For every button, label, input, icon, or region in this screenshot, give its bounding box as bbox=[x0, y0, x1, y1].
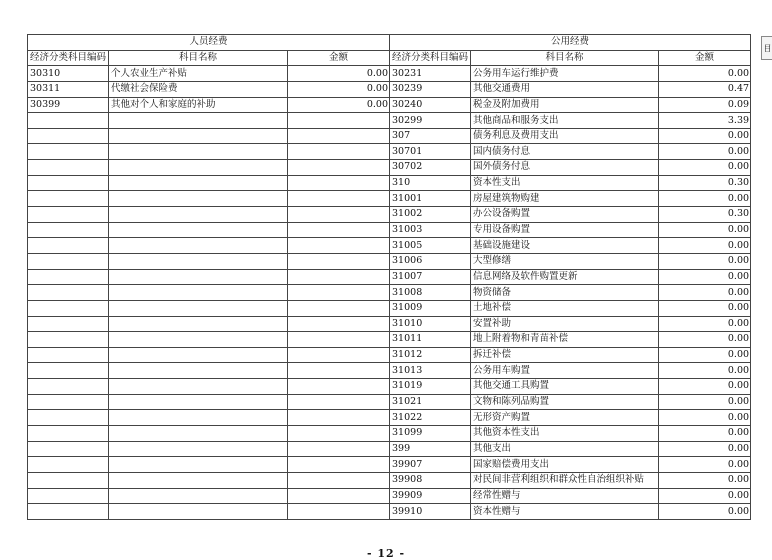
public-code-cell: 31013 bbox=[390, 363, 471, 379]
table-row bbox=[28, 253, 751, 269]
personnel-amount-cell bbox=[288, 426, 390, 442]
personnel-code-cell bbox=[28, 113, 109, 129]
personnel-amount-cell bbox=[288, 316, 390, 332]
public-name-cell: 土地补偿 bbox=[471, 300, 659, 316]
public-amount-cell: 0.00 bbox=[659, 488, 751, 504]
public-code-cell: 31022 bbox=[390, 410, 471, 426]
expense-table bbox=[27, 34, 751, 520]
personnel-code-cell bbox=[28, 347, 109, 363]
table-row bbox=[28, 81, 751, 97]
personnel-code-cell bbox=[28, 379, 109, 395]
public-name-cell: 债务利息及费用支出 bbox=[471, 128, 659, 144]
personnel-name-cell bbox=[109, 472, 288, 488]
table-row bbox=[28, 410, 751, 426]
personnel-name-cell bbox=[109, 457, 288, 473]
personnel-code-cell bbox=[28, 160, 109, 176]
personnel-code-cell bbox=[28, 441, 109, 457]
personnel-name-cell bbox=[109, 253, 288, 269]
personnel-name-cell bbox=[109, 488, 288, 504]
personnel-code-cell bbox=[28, 175, 109, 191]
column-header-row bbox=[28, 50, 751, 66]
public-amount-cell: 0.00 bbox=[659, 160, 751, 176]
public-name-cell: 其他交通费用 bbox=[471, 81, 659, 97]
public-code-cell: 399 bbox=[390, 441, 471, 457]
table-row bbox=[28, 332, 751, 348]
personnel-amount-cell bbox=[288, 285, 390, 301]
personnel-name-cell bbox=[109, 113, 288, 129]
public-name-cell: 对民间非营利组织和群众性自治组织补贴 bbox=[471, 472, 659, 488]
table-row bbox=[28, 113, 751, 129]
public-name-cell: 物资储备 bbox=[471, 285, 659, 301]
personnel-code-cell bbox=[28, 253, 109, 269]
public-code-cell: 31012 bbox=[390, 347, 471, 363]
table-row bbox=[28, 207, 751, 223]
public-code-cell: 31021 bbox=[390, 394, 471, 410]
table-row bbox=[28, 238, 751, 254]
table-row bbox=[28, 441, 751, 457]
personnel-code-cell bbox=[28, 426, 109, 442]
public-code-cell: 39907 bbox=[390, 457, 471, 473]
public-code-cell: 30701 bbox=[390, 144, 471, 160]
section-header-row bbox=[28, 35, 751, 51]
side-tab-marker[interactable]: 目 bbox=[761, 36, 772, 60]
table-row bbox=[28, 66, 751, 82]
public-name-cell: 资本性支出 bbox=[471, 175, 659, 191]
public-code-cell: 31005 bbox=[390, 238, 471, 254]
personnel-name-cell bbox=[109, 426, 288, 442]
personnel-code-cell bbox=[28, 457, 109, 473]
personnel-name-cell bbox=[109, 144, 288, 160]
public-code-cell: 30239 bbox=[390, 81, 471, 97]
public-code-cell: 31099 bbox=[390, 426, 471, 442]
table-row bbox=[28, 128, 751, 144]
personnel-amount-cell: 0.00 bbox=[288, 66, 390, 82]
public-amount-cell: 0.00 bbox=[659, 379, 751, 395]
personnel-name-cell: 代缴社会保险费 bbox=[109, 81, 288, 97]
public-name-cell: 安置补助 bbox=[471, 316, 659, 332]
table-row bbox=[28, 504, 751, 520]
public-name-cell: 专用设备购置 bbox=[471, 222, 659, 238]
public-code-cell: 31009 bbox=[390, 300, 471, 316]
personnel-amount-cell bbox=[288, 144, 390, 160]
public-code-cell: 307 bbox=[390, 128, 471, 144]
personnel-name-cell bbox=[109, 394, 288, 410]
public-name-cell: 基础设施建设 bbox=[471, 238, 659, 254]
personnel-amount-cell bbox=[288, 207, 390, 223]
table-row bbox=[28, 347, 751, 363]
personnel-amount-cell bbox=[288, 410, 390, 426]
personnel-name-cell bbox=[109, 441, 288, 457]
personnel-name-cell bbox=[109, 363, 288, 379]
personnel-code-cell bbox=[28, 207, 109, 223]
personnel-amount-header: 金额 bbox=[288, 50, 390, 66]
public-amount-cell: 0.00 bbox=[659, 253, 751, 269]
public-code-cell: 30231 bbox=[390, 66, 471, 82]
personnel-amount-cell bbox=[288, 332, 390, 348]
table-row bbox=[28, 379, 751, 395]
public-amount-cell: 0.00 bbox=[659, 363, 751, 379]
public-amount-cell: 0.00 bbox=[659, 191, 751, 207]
public-code-cell: 31006 bbox=[390, 253, 471, 269]
public-amount-cell: 0.00 bbox=[659, 128, 751, 144]
public-code-cell: 31002 bbox=[390, 207, 471, 223]
public-code-cell: 31008 bbox=[390, 285, 471, 301]
public-name-cell: 公务用车购置 bbox=[471, 363, 659, 379]
personnel-name-cell: 其他对个人和家庭的补助 bbox=[109, 97, 288, 113]
public-name-cell: 税金及附加费用 bbox=[471, 97, 659, 113]
public-code-cell: 31003 bbox=[390, 222, 471, 238]
personnel-amount-cell bbox=[288, 128, 390, 144]
table-row bbox=[28, 175, 751, 191]
table-row bbox=[28, 300, 751, 316]
personnel-amount-cell bbox=[288, 379, 390, 395]
table-row bbox=[28, 472, 751, 488]
personnel-code-cell bbox=[28, 238, 109, 254]
public-amount-cell: 3.39 bbox=[659, 113, 751, 129]
public-code-cell: 30240 bbox=[390, 97, 471, 113]
personnel-code-cell bbox=[28, 363, 109, 379]
public-amount-cell: 0.00 bbox=[659, 222, 751, 238]
public-amount-cell: 0.00 bbox=[659, 347, 751, 363]
personnel-name-cell bbox=[109, 300, 288, 316]
personnel-amount-cell: 0.00 bbox=[288, 97, 390, 113]
personnel-code-cell bbox=[28, 410, 109, 426]
public-code-cell: 39909 bbox=[390, 488, 471, 504]
personnel-name-cell bbox=[109, 207, 288, 223]
public-amount-cell: 0.00 bbox=[659, 410, 751, 426]
personnel-amount-cell bbox=[288, 488, 390, 504]
public-name-cell: 经常性赠与 bbox=[471, 488, 659, 504]
personnel-name-cell bbox=[109, 191, 288, 207]
personnel-amount-cell bbox=[288, 175, 390, 191]
public-code-cell: 39908 bbox=[390, 472, 471, 488]
public-amount-header: 金额 bbox=[659, 50, 751, 66]
personnel-amount-cell bbox=[288, 472, 390, 488]
personnel-code-cell bbox=[28, 222, 109, 238]
personnel-amount-cell bbox=[288, 347, 390, 363]
personnel-code-cell bbox=[28, 394, 109, 410]
personnel-amount-cell bbox=[288, 253, 390, 269]
public-name-cell: 信息网络及软件购置更新 bbox=[471, 269, 659, 285]
public-amount-cell: 0.00 bbox=[659, 504, 751, 520]
personnel-amount-cell bbox=[288, 457, 390, 473]
personnel-name-cell bbox=[109, 269, 288, 285]
personnel-code-cell: 30399 bbox=[28, 97, 109, 113]
public-name-cell: 资本性赠与 bbox=[471, 504, 659, 520]
public-amount-cell: 0.00 bbox=[659, 144, 751, 160]
personnel-name-cell bbox=[109, 410, 288, 426]
public-name-cell: 办公设备购置 bbox=[471, 207, 659, 223]
personnel-amount-cell bbox=[288, 191, 390, 207]
public-code-header: 经济分类科目编码 bbox=[390, 50, 471, 66]
table-row bbox=[28, 285, 751, 301]
public-amount-cell: 0.30 bbox=[659, 175, 751, 191]
personnel-code-cell bbox=[28, 316, 109, 332]
personnel-name-cell bbox=[109, 160, 288, 176]
public-code-cell: 31001 bbox=[390, 191, 471, 207]
public-code-cell: 31007 bbox=[390, 269, 471, 285]
personnel-code-header: 经济分类科目编码 bbox=[28, 50, 109, 66]
table-row bbox=[28, 457, 751, 473]
personnel-amount-cell bbox=[288, 160, 390, 176]
public-name-cell: 房屋建筑物购建 bbox=[471, 191, 659, 207]
public-name-cell: 公务用车运行维护费 bbox=[471, 66, 659, 82]
public-amount-cell: 0.30 bbox=[659, 207, 751, 223]
personnel-name-cell bbox=[109, 332, 288, 348]
public-name-cell: 国内债务付息 bbox=[471, 144, 659, 160]
public-amount-cell: 0.00 bbox=[659, 441, 751, 457]
table-row bbox=[28, 488, 751, 504]
personnel-name-cell: 个人农业生产补贴 bbox=[109, 66, 288, 82]
personnel-name-cell bbox=[109, 347, 288, 363]
personnel-code-cell bbox=[28, 144, 109, 160]
table-row bbox=[28, 97, 751, 113]
personnel-code-cell bbox=[28, 269, 109, 285]
personnel-name-cell bbox=[109, 316, 288, 332]
public-amount-cell: 0.00 bbox=[659, 269, 751, 285]
personnel-amount-cell bbox=[288, 113, 390, 129]
personnel-amount-cell bbox=[288, 222, 390, 238]
personnel-name-cell bbox=[109, 285, 288, 301]
personnel-amount-cell bbox=[288, 238, 390, 254]
personnel-code-cell bbox=[28, 128, 109, 144]
public-amount-cell: 0.00 bbox=[659, 238, 751, 254]
personnel-code-cell bbox=[28, 504, 109, 520]
public-code-cell: 31019 bbox=[390, 379, 471, 395]
personnel-code-cell bbox=[28, 300, 109, 316]
personnel-name-cell bbox=[109, 238, 288, 254]
public-name-cell: 大型修缮 bbox=[471, 253, 659, 269]
table-row bbox=[28, 426, 751, 442]
table-row bbox=[28, 269, 751, 285]
public-amount-cell: 0.00 bbox=[659, 394, 751, 410]
page-number: - 12 - bbox=[366, 547, 406, 560]
public-name-cell: 地上附着物和青苗补偿 bbox=[471, 332, 659, 348]
personnel-code-cell: 30310 bbox=[28, 66, 109, 82]
table-row bbox=[28, 363, 751, 379]
personnel-name-cell bbox=[109, 222, 288, 238]
personnel-code-cell bbox=[28, 191, 109, 207]
public-amount-cell: 0.00 bbox=[659, 285, 751, 301]
public-name-cell: 国外债务付息 bbox=[471, 160, 659, 176]
public-amount-cell: 0.00 bbox=[659, 457, 751, 473]
public-name-cell: 文物和陈列品购置 bbox=[471, 394, 659, 410]
public-name-cell: 国家赔偿费用支出 bbox=[471, 457, 659, 473]
public-code-cell: 310 bbox=[390, 175, 471, 191]
public-amount-cell: 0.00 bbox=[659, 332, 751, 348]
public-code-cell: 30299 bbox=[390, 113, 471, 129]
personnel-section-title: 人员经费 bbox=[28, 35, 390, 51]
personnel-amount-cell bbox=[288, 363, 390, 379]
public-amount-cell: 0.00 bbox=[659, 316, 751, 332]
public-name-cell: 其他资本性支出 bbox=[471, 426, 659, 442]
public-code-cell: 30702 bbox=[390, 160, 471, 176]
public-section-title: 公用经费 bbox=[390, 35, 751, 51]
public-name-cell: 其他交通工具购置 bbox=[471, 379, 659, 395]
personnel-amount-cell bbox=[288, 300, 390, 316]
public-name-header: 科目名称 bbox=[471, 50, 659, 66]
table-row bbox=[28, 394, 751, 410]
personnel-name-header: 科目名称 bbox=[109, 50, 288, 66]
public-amount-cell: 0.09 bbox=[659, 97, 751, 113]
personnel-amount-cell bbox=[288, 504, 390, 520]
table-row bbox=[28, 191, 751, 207]
personnel-amount-cell bbox=[288, 269, 390, 285]
public-name-cell: 其他商品和服务支出 bbox=[471, 113, 659, 129]
personnel-code-cell bbox=[28, 488, 109, 504]
public-amount-cell: 0.00 bbox=[659, 472, 751, 488]
personnel-amount-cell bbox=[288, 441, 390, 457]
public-name-cell: 拆迁补偿 bbox=[471, 347, 659, 363]
personnel-name-cell bbox=[109, 504, 288, 520]
public-amount-cell: 0.47 bbox=[659, 81, 751, 97]
table-row bbox=[28, 222, 751, 238]
personnel-code-cell bbox=[28, 332, 109, 348]
public-name-cell: 无形资产购置 bbox=[471, 410, 659, 426]
personnel-code-cell bbox=[28, 285, 109, 301]
table-row bbox=[28, 160, 751, 176]
public-code-cell: 31010 bbox=[390, 316, 471, 332]
public-amount-cell: 0.00 bbox=[659, 300, 751, 316]
personnel-name-cell bbox=[109, 128, 288, 144]
table-row bbox=[28, 316, 751, 332]
public-code-cell: 31011 bbox=[390, 332, 471, 348]
personnel-code-cell bbox=[28, 472, 109, 488]
personnel-name-cell bbox=[109, 175, 288, 191]
personnel-name-cell bbox=[109, 379, 288, 395]
public-code-cell: 39910 bbox=[390, 504, 471, 520]
public-amount-cell: 0.00 bbox=[659, 426, 751, 442]
personnel-amount-cell bbox=[288, 394, 390, 410]
table-row bbox=[28, 144, 751, 160]
public-amount-cell: 0.00 bbox=[659, 66, 751, 82]
public-name-cell: 其他支出 bbox=[471, 441, 659, 457]
personnel-code-cell: 30311 bbox=[28, 81, 109, 97]
personnel-amount-cell: 0.00 bbox=[288, 81, 390, 97]
